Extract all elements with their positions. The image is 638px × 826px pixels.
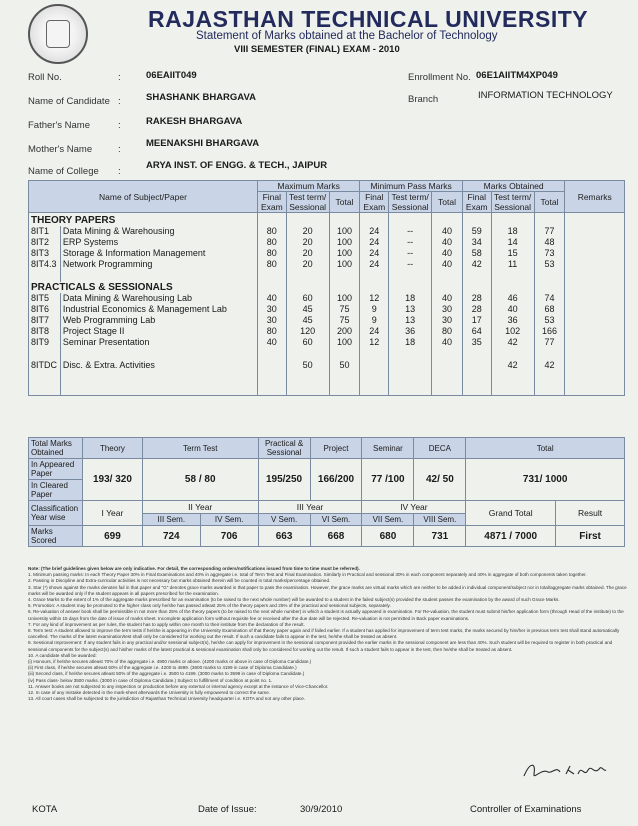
max-test: 20	[286, 237, 329, 248]
sem5-value: 663	[258, 526, 310, 547]
table-row	[29, 248, 625, 259]
pass-total: 80	[432, 326, 463, 337]
subject-code: 8IT6	[29, 304, 61, 315]
remarks-cell	[565, 360, 625, 371]
guidelines-notes	[28, 566, 628, 702]
max-final: 30	[257, 304, 286, 315]
obt-final: 28	[462, 293, 491, 304]
max-total: 75	[329, 304, 360, 315]
note-line: (iii) Second class, if he/she secures atleast 50% of the aggregate i.e. 3500 to 4199. (3000 marks to 3599 in case of Diploma Candidate.)	[28, 671, 305, 677]
min-pass-header: Minimum Pass Marks	[360, 181, 462, 192]
obt-test: 42	[491, 360, 534, 371]
pass-final: 12	[360, 337, 389, 348]
remarks-cell	[565, 293, 625, 304]
total-header: Total	[329, 192, 360, 213]
obt-test: 18	[491, 226, 534, 237]
sem3-header: III Sem.	[142, 514, 200, 526]
note-line: (ii) First class, if he/she secures atleast 60% of the aggregate i.e. 4200 to 4899. (3600 marks to 4199 in case of Diploma Candidate.)	[28, 665, 297, 671]
remarks-cell	[565, 326, 625, 337]
remarks-cell	[565, 237, 625, 248]
obt-total: 74	[534, 293, 565, 304]
sem6-header: VI Sem.	[310, 514, 362, 526]
obt-final: 35	[462, 337, 491, 348]
max-final: 80	[257, 259, 286, 270]
branch-label: Branch	[408, 94, 439, 105]
pass-test: --	[389, 226, 432, 237]
obt-final: 17	[462, 315, 491, 326]
issue-date-value: 30/9/2010	[300, 804, 343, 815]
subject-name: Web Programming Lab	[60, 315, 257, 326]
max-test: 20	[286, 248, 329, 259]
max-total: 100	[329, 259, 360, 270]
max-final: 40	[257, 293, 286, 304]
pass-total: 30	[432, 304, 463, 315]
obt-test: 46	[491, 293, 534, 304]
max-test: 60	[286, 337, 329, 348]
deca-value: 42/ 50	[414, 459, 466, 501]
subject-code: 8IT9	[29, 337, 61, 348]
year3-header: III Year	[258, 501, 362, 514]
subject-code: 8IT4.3	[29, 259, 61, 270]
marks-table	[28, 180, 625, 396]
subject-code: 8IT3	[29, 248, 61, 259]
pass-final: 24	[360, 226, 389, 237]
remarks-cell	[565, 304, 625, 315]
result-header: Result	[556, 501, 625, 526]
year2-header: II Year	[142, 501, 258, 514]
note-line: 6. Re-valuation of answer book shall be permissible in not more than 25% of the theory papers (to be raised to the next whole number) in which a student is actually appeared in examination. For Re-valuation, the student must submit his/her application form (through Head of the institute) to the University within 15 days from the date of issue of marks sheet. Incomplete application form without requisite fee or received after the due date will be rejected. Re-valuation is not permitted in Back paper examinations.	[28, 609, 624, 621]
max-final: 80	[257, 226, 286, 237]
max-final: 30	[257, 315, 286, 326]
obt-final: 42	[462, 259, 491, 270]
pass-final: 9	[360, 304, 389, 315]
issue-date-label: Date of Issue:	[198, 804, 257, 815]
obt-test: 14	[491, 237, 534, 248]
obt-total: 77	[534, 337, 565, 348]
colon: :	[118, 166, 121, 177]
table-row	[29, 304, 625, 315]
colon: :	[118, 72, 121, 83]
subject-name: Network Programming	[60, 259, 257, 270]
note-line: 12. In case of any mistake detected in the mark-sheet afterwards the University is fully empowered to correct the same.	[28, 690, 271, 696]
max-total: 100	[329, 337, 360, 348]
obt-test: 15	[491, 248, 534, 259]
note-line: 3. Star (*) shown against the marks denotes fail in that paper and "G" denotes grace marks awarded in that paper to pass the examination. However, the grace marks are virtual marks which are neither to be added in individual component/subject nor in total/aggregate marks obtained. The grace marks will be awarded only if the student appears in all papers prescribed for the examination.	[28, 584, 627, 596]
subject-code: 8IT2	[29, 237, 61, 248]
obt-final: 59	[462, 226, 491, 237]
classification-label: Classification Year wise	[29, 501, 83, 526]
obt-total: 53	[534, 315, 565, 326]
max-test: 45	[286, 304, 329, 315]
roll-label: Roll No.	[28, 72, 62, 83]
subject-name: Seminar Presentation	[60, 337, 257, 348]
remarks-cell	[565, 315, 625, 326]
total-header: Total	[432, 192, 463, 213]
statement-title: Statement of Marks obtained at the Bachelor of Technology	[196, 30, 498, 42]
max-final: 80	[257, 248, 286, 259]
total-obtained-label: Total Marks Obtained	[29, 438, 83, 459]
pass-total: 40	[432, 337, 463, 348]
enrollment-value: 06E1AIITM4XP049	[476, 70, 558, 81]
table-row	[29, 259, 625, 270]
mother-name-label: Mother's Name	[28, 144, 93, 155]
note-line: (iv) Pass class- below 3500 marks. (3000 in case of Diploma Candidate.) Subject to fulfillment of condition at point no. 1.	[28, 677, 273, 683]
father-name-value: RAKESH BHARGAVA	[146, 116, 243, 127]
note-line: 2. Passing in Discipline and Extra-curricular activities is not necessary but marks obtained therein will be counted in total marks/percentage obtained.	[28, 578, 331, 584]
subject-name: Data Mining & Warehousing Lab	[60, 293, 257, 304]
college-label: Name of College	[28, 166, 99, 177]
final-exam-header: Final Exam	[462, 192, 491, 213]
theory-header: Theory	[82, 438, 142, 459]
obt-final: 64	[462, 326, 491, 337]
obt-final: 58	[462, 248, 491, 259]
subject-name: Storage & Information Management	[60, 248, 257, 259]
term-test-value: 58 / 80	[142, 459, 258, 501]
subject-code: 8IT1	[29, 226, 61, 237]
sem7-value: 680	[362, 526, 414, 547]
year4-header: IV Year	[362, 501, 466, 514]
father-name-label: Father's Name	[28, 120, 91, 131]
subject-code: 8IT8	[29, 326, 61, 337]
test-term-header: Test term/ Sessional	[491, 192, 534, 213]
note-line: 11. Answer books are not subjected to any inspection or production before any external or internal agency except at the instance of Vice-Chancellor.	[28, 683, 329, 689]
max-final: 40	[257, 337, 286, 348]
obt-final: 34	[462, 237, 491, 248]
pass-test: --	[389, 248, 432, 259]
max-total: 200	[329, 326, 360, 337]
max-marks-header: Maximum Marks	[257, 181, 359, 192]
max-final: 80	[257, 237, 286, 248]
result-value: First	[556, 526, 625, 547]
pass-final: 12	[360, 293, 389, 304]
obt-total: 73	[534, 248, 565, 259]
sem7-header: VII Sem.	[362, 514, 414, 526]
obt-test: 36	[491, 315, 534, 326]
theory-value: 193/ 320	[82, 459, 142, 501]
cleared-label: In Cleared Paper	[29, 480, 83, 501]
pass-final: 24	[360, 326, 389, 337]
remarks-cell	[565, 226, 625, 237]
pass-test: 13	[389, 315, 432, 326]
note-line: 5. Promotion: A student may be promoted to the higher class only he/she has passed atleast 25% of the theory papers and 25% of the practical and sessional subjects, separately.	[28, 603, 391, 609]
total-summary-header: Total	[466, 438, 625, 459]
pass-test: 13	[389, 304, 432, 315]
obt-test: 11	[491, 259, 534, 270]
pass-total: 40	[432, 259, 463, 270]
note-line: (i) Honours, if he/she secures atleast 70% of the aggregate i.e. 4900 marks or above. (4200 marks or above in case of Diploma Candidate.)	[28, 659, 312, 665]
subject-code: 8IT7	[29, 315, 61, 326]
sem8-header: VIII Sem.	[414, 514, 466, 526]
obtained-header: Marks Obtained	[462, 181, 564, 192]
table-row	[29, 226, 625, 237]
practical-value: 195/250	[258, 459, 310, 501]
university-seal-icon	[28, 4, 88, 64]
pass-test: 36	[389, 326, 432, 337]
max-final: 80	[257, 326, 286, 337]
table-row	[29, 237, 625, 248]
pass-total: 40	[432, 226, 463, 237]
practical-section-title: PRACTICALS & SESSIONALS	[29, 282, 258, 293]
sem5-header: V Sem.	[258, 514, 310, 526]
max-total: 50	[329, 360, 360, 371]
max-total: 100	[329, 226, 360, 237]
pass-final: 24	[360, 237, 389, 248]
pass-test: 18	[389, 293, 432, 304]
grand-total-value: 4871 / 7000	[466, 526, 556, 547]
note-line: 8. Term test: A student allowed to improve the term tests if he/she is appearing in the University Examination of that theory paper again and if failed earlier. If a student has applied for improvement of term test marks, the marks secured by him/her in previous term test shall stand automatically cancelled. The marks of the latest examination/test shall only be considered for working out the result. If such a candidate fails to appear in the test, he/she shall be treated as absent.	[28, 628, 620, 640]
max-total: 100	[329, 237, 360, 248]
college-value: ARYA INST. OF ENGG. & TECH., JAIPUR	[146, 160, 328, 171]
subject-code: 8ITDC	[29, 360, 61, 371]
total-value: 731/ 1000	[466, 459, 625, 501]
table-row	[29, 326, 625, 337]
seminar-value: 77 /100	[362, 459, 414, 501]
colon: :	[118, 96, 121, 107]
subject-name: Disc. & Extra. Activities	[60, 360, 257, 371]
obt-total: 48	[534, 237, 565, 248]
year1-value: 699	[82, 526, 142, 547]
subject-name: Industrial Economics & Management Lab	[60, 304, 257, 315]
obt-total: 42	[534, 360, 565, 371]
pass-test: --	[389, 237, 432, 248]
note-line: 10. A candidate shall be awarded:	[28, 652, 97, 658]
max-total: 100	[329, 293, 360, 304]
enrollment-label: Enrollment No.	[408, 72, 471, 83]
term-test-header: Term Test	[142, 438, 258, 459]
max-test: 20	[286, 226, 329, 237]
obt-test: 42	[491, 337, 534, 348]
obt-total: 53	[534, 259, 565, 270]
note-line: Note: (The brief guidelines given below are only indicative. For detail, the corresponding orders/notifications issued from time to time must be referred).	[28, 566, 360, 571]
max-test: 20	[286, 259, 329, 270]
obt-final: 28	[462, 304, 491, 315]
candidate-name-value: SHASHANK BHARGAVA	[146, 92, 256, 103]
final-exam-header: Final Exam	[257, 192, 286, 213]
subject-header: Name of Subject/Paper	[29, 181, 258, 213]
final-exam-header: Final Exam	[360, 192, 389, 213]
remarks-header: Remarks	[565, 181, 625, 213]
place-text: KOTA	[32, 804, 58, 815]
controller-signature	[520, 758, 610, 782]
project-header: Project	[310, 438, 362, 459]
max-total: 100	[329, 248, 360, 259]
obt-total: 77	[534, 226, 565, 237]
pass-final: 24	[360, 259, 389, 270]
note-line: 9. Sessional Improvement: If any student fails in any practical and/or sessional subject(s), he/she can apply for improvement in the sessional component provided the earlier marks in the sessional component are less than 40%. Such student will be required to register in both practical and sessional components for the subject(s) and his/her marks of the latest practical & sessional examination shall only be considered for working out the result. If such a student fails to appear in the test, then he/she shall be treated as absent.	[28, 640, 613, 652]
table-row	[29, 360, 625, 371]
max-total: 75	[329, 315, 360, 326]
controller-title: Controller of Examinations	[470, 804, 582, 815]
summary-table	[28, 437, 625, 547]
mother-name-value: MEENAKSHI BHARGAVA	[146, 138, 260, 149]
subject-name: Data Mining & Warehousing	[60, 226, 257, 237]
pass-total: 40	[432, 237, 463, 248]
note-line: 7. For any kind of improvement as per rules, the student has to apply within one month to their institute from the declaration of the result.	[28, 621, 305, 627]
deca-header: DECA	[414, 438, 466, 459]
practical-header: Practical & Sessional	[258, 438, 310, 459]
branch-value: INFORMATION TECHNOLOGY	[478, 90, 613, 101]
grand-total-header: Grand Total	[466, 501, 556, 526]
remarks-cell	[565, 259, 625, 270]
total-header: Total	[534, 192, 565, 213]
max-test: 50	[286, 360, 329, 371]
max-test: 45	[286, 315, 329, 326]
subject-name: ERP Systems	[60, 237, 257, 248]
test-term-header: Test term/ Sessional	[389, 192, 432, 213]
university-title: RAJASTHAN TECHNICAL UNIVERSITY	[148, 6, 589, 32]
test-term-header: Test term/ Sessional	[286, 192, 329, 213]
pass-final: 24	[360, 248, 389, 259]
table-row	[29, 337, 625, 348]
marks-scored-label: Marks Scored	[29, 526, 83, 547]
subject-code: 8IT5	[29, 293, 61, 304]
sem8-value: 731	[414, 526, 466, 547]
pass-total: 40	[432, 248, 463, 259]
sem3-value: 724	[142, 526, 200, 547]
sem4-value: 706	[200, 526, 258, 547]
project-value: 166/200	[310, 459, 362, 501]
colon: :	[118, 120, 121, 131]
max-test: 60	[286, 293, 329, 304]
theory-section-title: THEORY PAPERS	[29, 213, 258, 227]
pass-total: 40	[432, 293, 463, 304]
candidate-name-label: Name of Candidate	[28, 96, 110, 107]
remarks-cell	[565, 248, 625, 259]
year1-header: I Year	[82, 501, 142, 526]
max-test: 120	[286, 326, 329, 337]
remarks-cell	[565, 337, 625, 348]
note-line: 4. Grace Marks to the extent of 1% of the aggregate marks prescribed for an examination (to be raised to the next whole number) will be awarded to a student in the failed subject(s) provided the student passes the examination by the award of such Grace Marks.	[28, 597, 560, 603]
sem4-header: IV Sem.	[200, 514, 258, 526]
obt-test: 102	[491, 326, 534, 337]
obt-test: 40	[491, 304, 534, 315]
note-line: 13. All court cases shall be subjected to the jurisdiction of Rajasthan Technical University headquarter i.e. KOTA and not any other place.	[28, 696, 306, 702]
obt-total: 68	[534, 304, 565, 315]
colon: :	[118, 144, 121, 155]
pass-test: --	[389, 259, 432, 270]
roll-value: 06EAIIT049	[146, 70, 197, 81]
exam-title: VIII SEMESTER (FINAL) EXAM - 2010	[234, 44, 400, 55]
obt-total: 166	[534, 326, 565, 337]
appeared-label: In Appeared Paper	[29, 459, 83, 480]
pass-final: 9	[360, 315, 389, 326]
subject-name: Project Stage II	[60, 326, 257, 337]
note-line: 1. Minimum passing marks: In each Theory Paper 30% in Final Examinations and 40% in aggregate i.e. total of Term Test and Final Examination. Similarly in Practical and sessional 30% in each component separately and 40% in aggregate of both components taken together.	[28, 572, 587, 578]
table-row	[29, 315, 625, 326]
pass-total: 30	[432, 315, 463, 326]
sem6-value: 668	[310, 526, 362, 547]
pass-test: 18	[389, 337, 432, 348]
table-row	[29, 293, 625, 304]
seminar-header: Seminar	[362, 438, 414, 459]
